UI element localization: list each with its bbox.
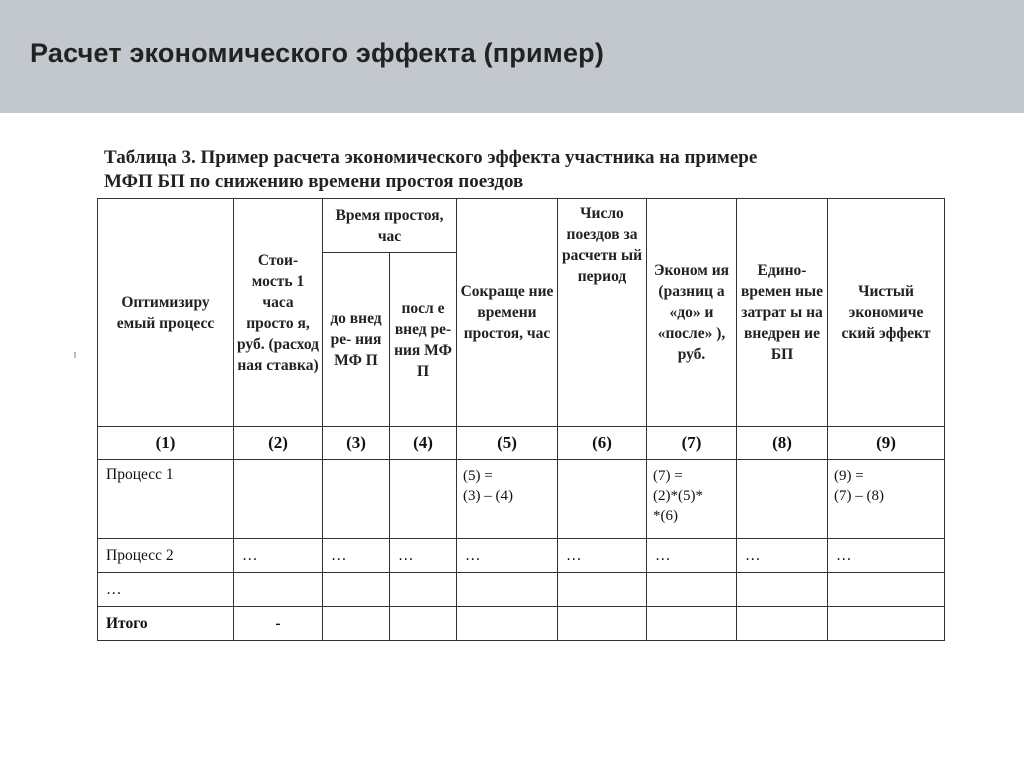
formula-line: (7) = bbox=[653, 468, 683, 484]
table-row bbox=[98, 573, 945, 607]
total-label: Итого bbox=[98, 607, 234, 641]
col-number: (4) bbox=[390, 427, 457, 460]
col-number: (9) bbox=[828, 427, 945, 460]
table-cell bbox=[323, 607, 390, 641]
slide-header bbox=[0, 0, 1024, 113]
formula-line: (9) = bbox=[834, 468, 864, 484]
table-cell bbox=[647, 573, 737, 607]
table-cell: … bbox=[390, 539, 457, 573]
table-cell: … bbox=[234, 539, 323, 573]
formula-line: *(6) bbox=[653, 508, 678, 524]
formula-line: (7) – (8) bbox=[834, 488, 884, 504]
table-cell: … bbox=[457, 539, 558, 573]
col-number: (6) bbox=[558, 427, 647, 460]
caption-line-1: Таблица 3. Пример расчета экономического эффекта участника на примере bbox=[104, 147, 758, 168]
col-number: (8) bbox=[737, 427, 828, 460]
formula-cell-5 bbox=[457, 460, 558, 539]
table-cell bbox=[234, 573, 323, 607]
table-cell bbox=[558, 460, 647, 539]
row-label: … bbox=[98, 573, 234, 607]
table-cell bbox=[390, 573, 457, 607]
table-cell bbox=[737, 573, 828, 607]
header-col7: Эконом ия (разниц а «до» и «после» ), руб. bbox=[647, 199, 737, 427]
row-label: Процесс 2 bbox=[98, 539, 234, 573]
table-row bbox=[98, 460, 945, 539]
header-col1: Оптимизиру емый процесс bbox=[98, 199, 234, 427]
table-cell bbox=[558, 573, 647, 607]
table-cell bbox=[737, 607, 828, 641]
table-cell bbox=[558, 607, 647, 641]
slide-title: Расчет экономического эффекта (пример) bbox=[30, 38, 605, 68]
header-row bbox=[98, 199, 945, 253]
total-row bbox=[98, 607, 945, 641]
table-cell bbox=[390, 460, 457, 539]
table-cell bbox=[828, 607, 945, 641]
table-row bbox=[98, 539, 945, 573]
table-cell bbox=[457, 573, 558, 607]
col-number: (7) bbox=[647, 427, 737, 460]
table-cell bbox=[737, 460, 828, 539]
header-col9: Чистый экономиче ский эффект bbox=[828, 199, 945, 427]
table-cell bbox=[323, 460, 390, 539]
table-cell bbox=[323, 573, 390, 607]
col-number: (5) bbox=[457, 427, 558, 460]
header-col3: до внед ре- ния МФ П bbox=[323, 253, 390, 427]
col-number: (3) bbox=[323, 427, 390, 460]
caption-line-2: МФП БП по снижению времени простоя поездов bbox=[104, 171, 524, 192]
table-cell bbox=[457, 607, 558, 641]
table-cell bbox=[647, 607, 737, 641]
table-cell: … bbox=[828, 539, 945, 573]
row-label: Процесс 1 bbox=[98, 460, 234, 539]
formula-line: (2)*(5)* bbox=[653, 488, 703, 504]
table-cell: … bbox=[558, 539, 647, 573]
table-cell: … bbox=[647, 539, 737, 573]
formula-cell-7 bbox=[647, 460, 737, 539]
header-col8: Едино- времен ные затрат ы на внедрен ие БП bbox=[737, 199, 828, 427]
economic-effect-table bbox=[97, 198, 945, 641]
table-cell bbox=[234, 460, 323, 539]
table-cell: … bbox=[737, 539, 828, 573]
decorative-mark bbox=[74, 352, 76, 358]
formula-line: (5) = bbox=[463, 468, 493, 484]
formula-cell-9 bbox=[828, 460, 945, 539]
table-cell: … bbox=[323, 539, 390, 573]
header-col5: Сокраще ние времени простоя, час bbox=[457, 199, 558, 427]
table-caption bbox=[104, 146, 924, 194]
numbering-row bbox=[98, 427, 945, 460]
table-cell bbox=[390, 607, 457, 641]
header-time-group: Время простоя, час bbox=[323, 199, 457, 253]
header-col4: посл е внед ре- ния МФ П bbox=[390, 253, 457, 427]
header-col2: Стои- мость 1 часа просто я, руб. (расход ная ставка) bbox=[234, 199, 323, 427]
col-number: (2) bbox=[234, 427, 323, 460]
header-col6: Число поездов за расчетн ый период bbox=[558, 199, 647, 427]
col-number: (1) bbox=[98, 427, 234, 460]
table-cell bbox=[828, 573, 945, 607]
formula-line: (3) – (4) bbox=[463, 488, 513, 504]
table-cell: - bbox=[234, 607, 323, 641]
